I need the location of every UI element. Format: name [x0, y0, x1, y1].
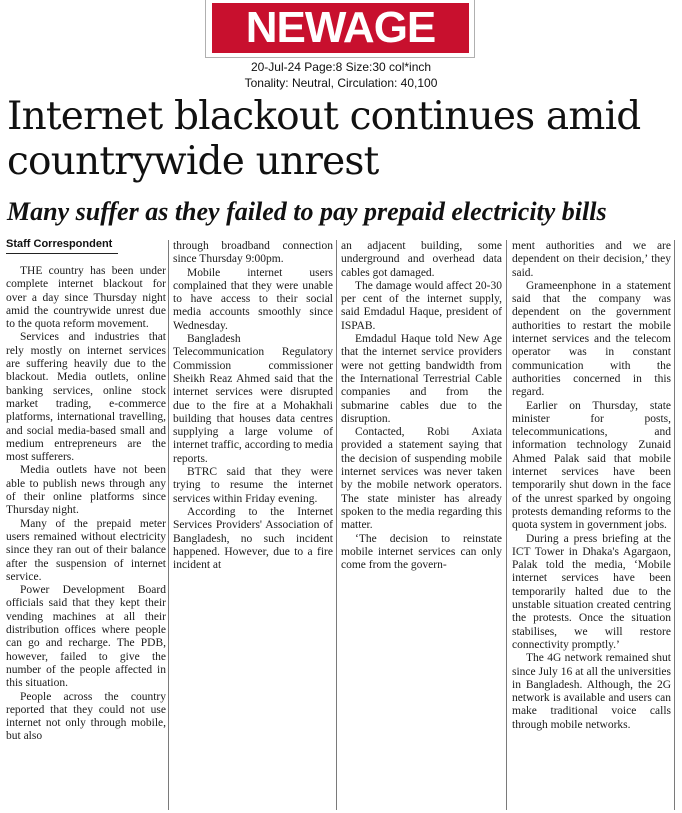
article-column-4 — [512, 240, 671, 732]
paragraph: through broadband connection since Thursday 9:00pm. — [173, 240, 333, 266]
article-column-1 — [6, 265, 166, 744]
paragraph: Emdadul Haque told New Age that the internet service providers were not getting bandwidth from the International Terrestrial Cable companies and from the submarine cables due to the disruption. — [341, 333, 502, 425]
byline-rule — [6, 253, 118, 254]
paragraph: THE country has been under complete internet blackout for over a day since Thursday night amid the countrywide unrest due to the quota reform movement. — [6, 265, 166, 331]
clip-info-tonality: Tonality: Neutral, Circulation: 40,100 — [244, 76, 438, 90]
paragraph: Mobile internet users complained that they were unable to have access to their social media accounts smoothly since Wednesday. — [173, 266, 333, 332]
paragraph: Contacted, Robi Axiata provided a statement saying that the decision of suspending mobile internet services was never taken by the mobile network operators. The state minister has already spoken to the media regarding this matter. — [341, 426, 502, 532]
paragraph: Services and industries that rely mostly on internet services are suffering heavily due to the blackout. Media outlets, online banking services, online stock market trading, e-commerce platforms, international travelling, and social media-based small and medium entrepreneurs are the most sufferers. — [6, 331, 166, 464]
byline-block — [6, 238, 166, 250]
clip-info-date-page: 20-Jul-24 Page:8 Size:30 col*inch — [250, 60, 432, 74]
paragraph: According to the Internet Services Providers' Association of Bangladesh, no such incident happened. However, due to a fire incident at — [173, 505, 333, 572]
paragraph: Many of the prepaid meter users remained without electricity since they ran out of their balance after the suspension of internet service. — [6, 517, 166, 583]
paragraph: Earlier on Thursday, state minister for posts, telecommunications, and information technology Zunaid Ahmed Palak said that mobile internet services have been temporarily shut down in the face of the unrest sparked by ongoing protests demanding reforms to the quota system in government jobs. — [512, 399, 671, 532]
paragraph: an adjacent building, some underground and overhead data cables got damaged. — [341, 240, 502, 279]
paragraph: The 4G network remained shut since July 16 at all the universities in Bangladesh. Although, the 2G network is available and users can make traditional voice calls through mobile networks. — [512, 652, 671, 731]
subheadline: Many suffer as they failed to pay prepaid electricity bills — [7, 197, 607, 226]
masthead — [205, 0, 475, 58]
paragraph: People across the country reported that they could not use internet not only through mobile, but also — [6, 690, 166, 743]
paragraph: Bangladesh Telecommunication Regulatory Commission commissioner Sheikh Reaz Ahmed said that the internet services were disrupted due to the fire at a Mohakhali building that houses data centres supplying a large volume of internet traffic, according to media reports. — [173, 333, 333, 465]
article-column-3 — [341, 240, 502, 572]
paragraph: ment authorities and we are dependent on their decision,’ they said. — [512, 240, 671, 279]
paragraph: During a press briefing at the ICT Tower in Dhaka's Agargaon, Palak told the media, ‘Mobile internet services have been temporarily halted due to the unstable situation created centring the protests. Once the situation stabilises, we will restore connectivity promptly.’ — [512, 532, 671, 651]
article-column-2 — [173, 240, 333, 572]
column-divider — [168, 240, 169, 810]
paragraph: ‘The decision to reinstate mobile internet services can only come from the govern- — [341, 532, 502, 572]
column-divider — [674, 240, 675, 810]
column-divider — [506, 240, 507, 810]
paragraph: BTRC said that they were trying to resume the internet services within Friday evening. — [173, 466, 333, 505]
headline: Internet blackout continues amid countrywide unrest — [7, 94, 641, 184]
column-divider — [336, 240, 337, 810]
paragraph: Grameenphone in a statement said that the company was dependent on the government authorities to restart the mobile internet services and the telecom operator was in constant communication with the authorities concerned in this regard. — [512, 279, 671, 399]
newage-logo — [212, 3, 469, 53]
paragraph: The damage would affect 20-30 per cent of the internet supply, said Emdadul Haque, president of ISPAB. — [341, 279, 502, 332]
paragraph: Media outlets have not been able to publish news through any of their online platforms since Thursday night. — [6, 464, 166, 517]
logo-text: NEWAGE — [245, 3, 436, 52]
byline: Staff Correspondent — [6, 238, 113, 250]
paragraph: Power Development Board officials said that they kept their vending machines at all their distribution offices where people can go and recharge. The PDB, however, failed to give the number of the people affected in this situation. — [6, 584, 166, 690]
